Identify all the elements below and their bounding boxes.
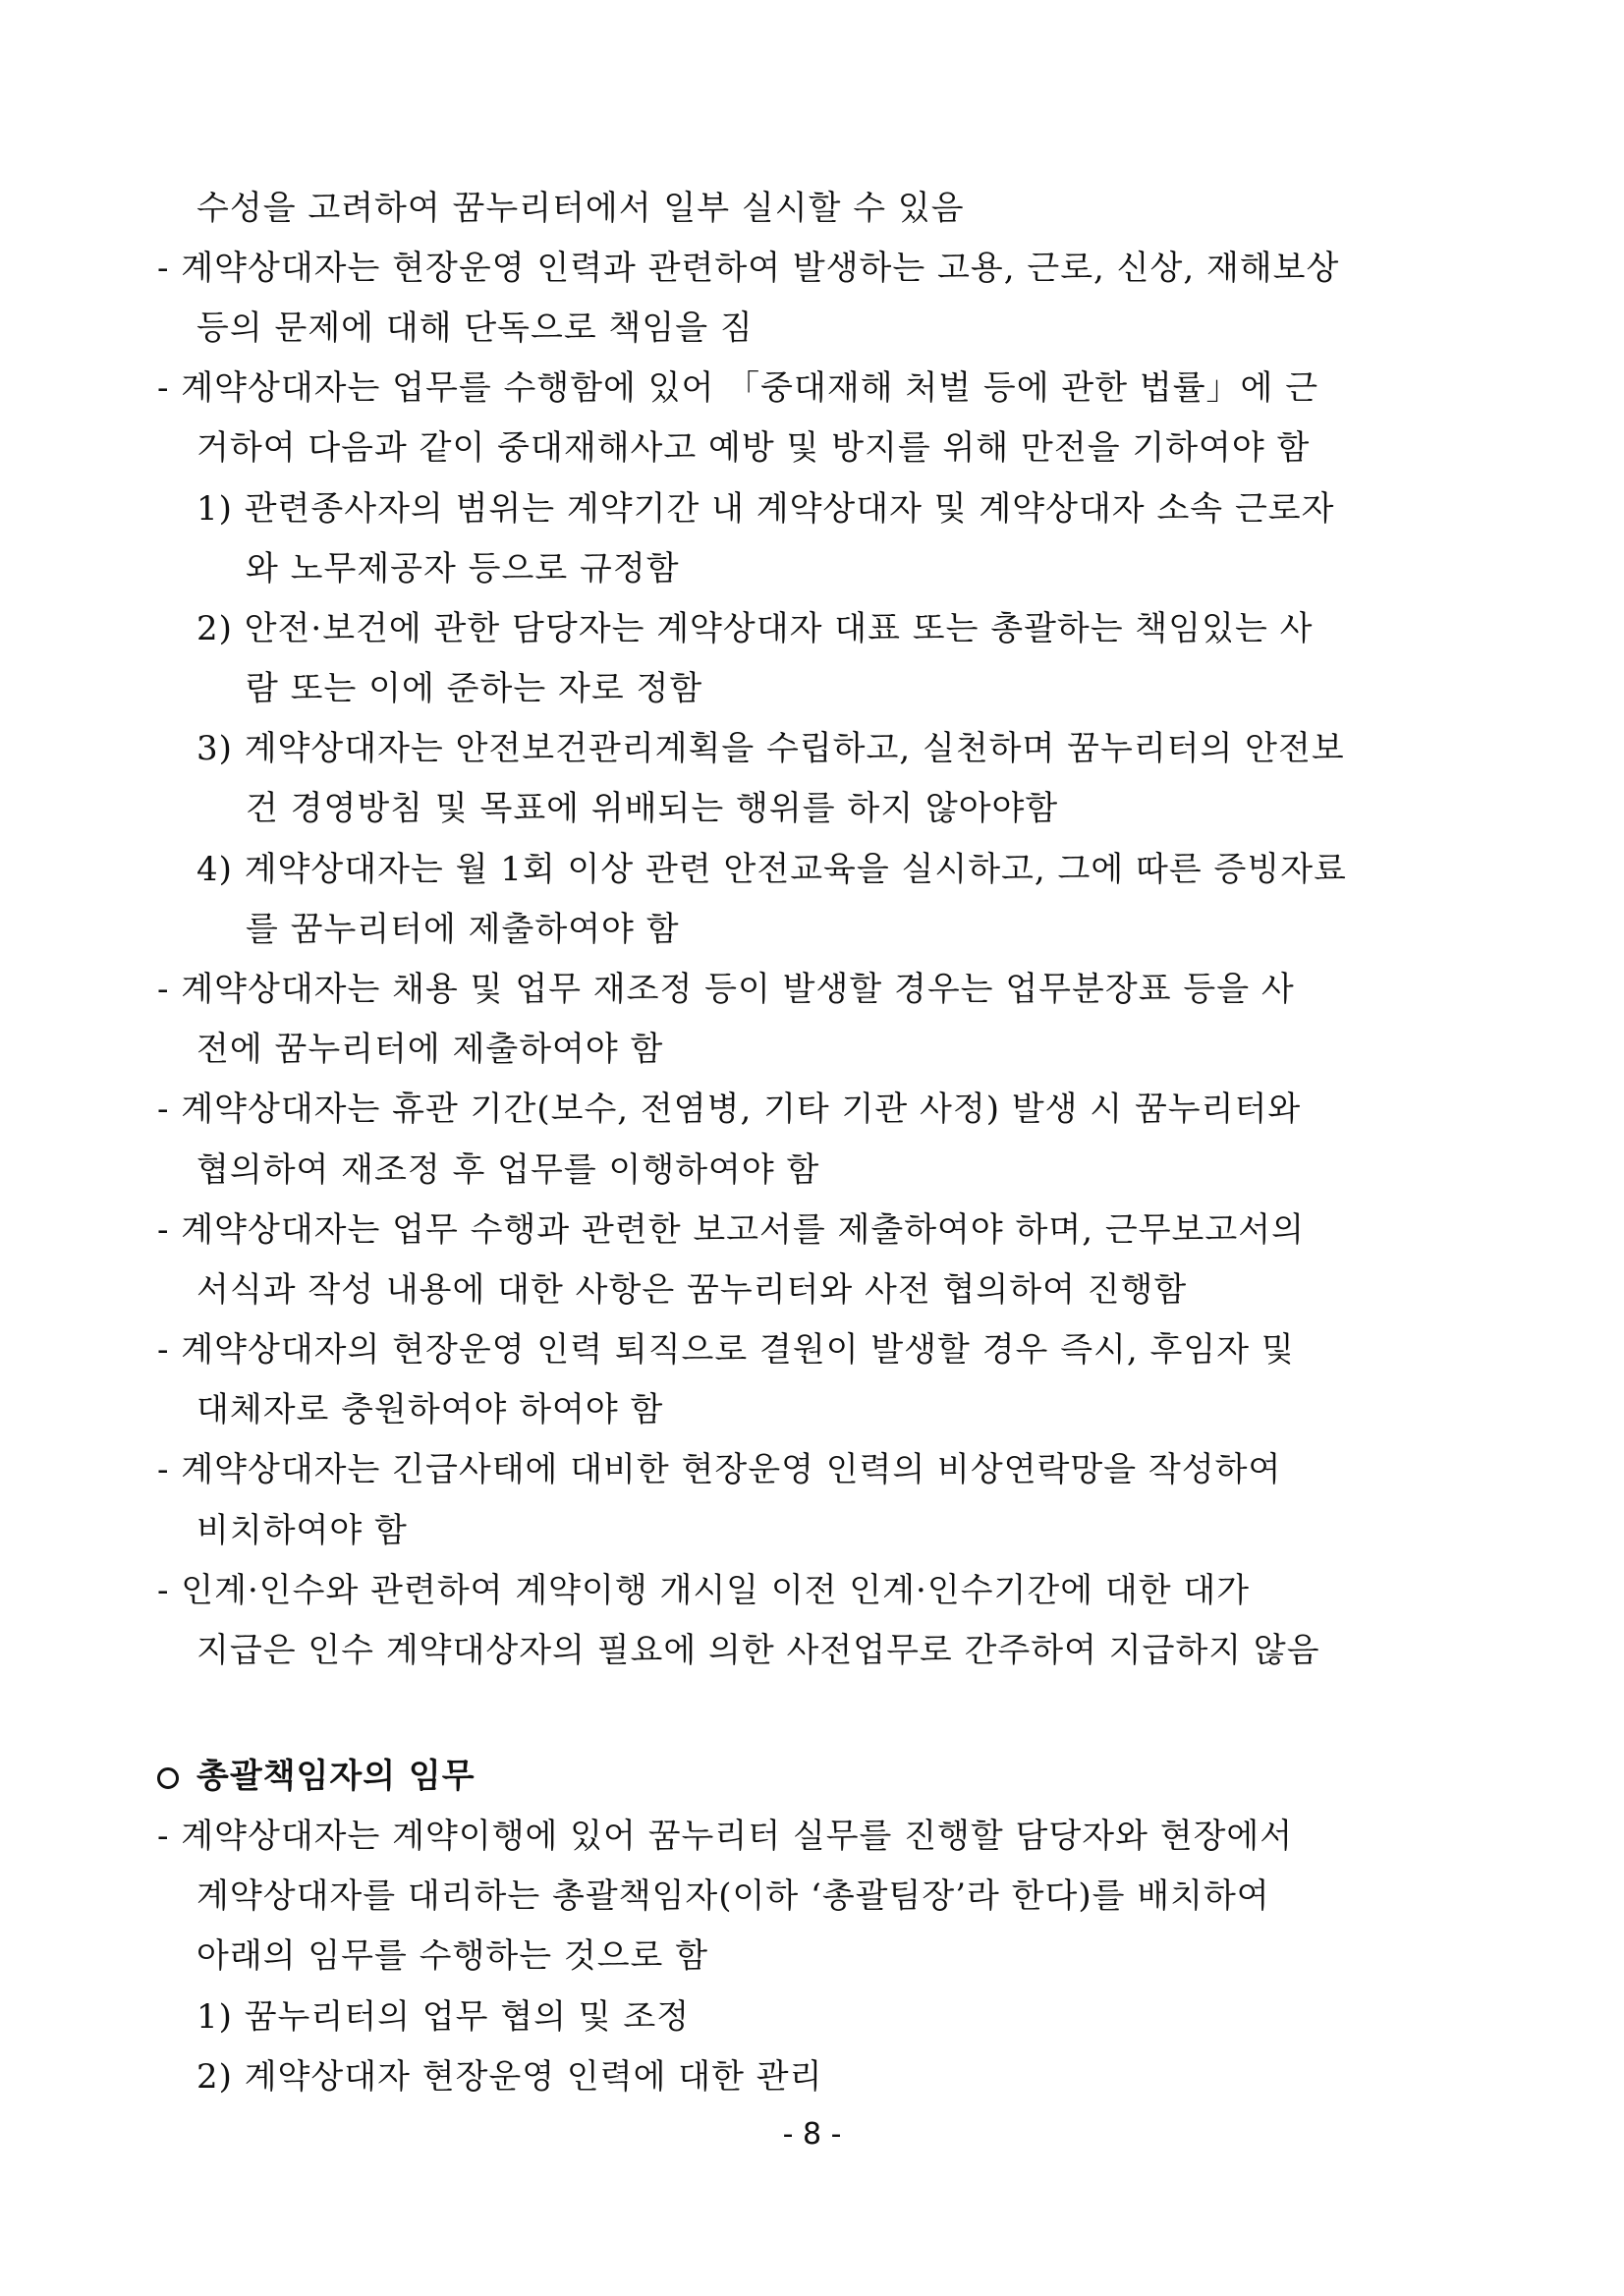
text-line: - 계약상대자는 계약이행에 있어 꿈누리터 실무를 진행할 담당자와 현장에서 — [157, 1817, 1294, 1856]
text-line: 1) 꿈누리터의 업무 협의 및 조정 — [196, 1997, 691, 2037]
text-line: 를 꿈누리터에 제출하여야 함 — [246, 910, 680, 949]
section-title: 총괄책임자의 임무 — [196, 1757, 476, 1796]
text-line: 아래의 임무를 수행하는 것으로 함 — [196, 1936, 709, 1976]
text-line: 2) 계약상대자 현장운영 인력에 대한 관리 — [196, 2057, 823, 2097]
text-line: - 계약상대자는 현장운영 인력과 관련하여 발생하는 고용, 근로, 신상, 재해보상 — [157, 249, 1340, 288]
text-line: 건 경영방침 및 목표에 위배되는 행위를 하지 않아야함 — [246, 789, 1059, 828]
text-line: 1) 관련종사자의 범위는 계약기간 내 계약상대자 및 계약상대자 소속 근로자 — [196, 489, 1335, 529]
text-line: - 계약상대자는 휴관 기간(보수, 전염병, 기타 기관 사정) 발생 시 꿈누리터와 — [157, 1090, 1302, 1129]
text-line: - 계약상대자는 업무를 수행함에 있어 「중대재해 처벌 등에 관한 법률」에 근 — [157, 368, 1319, 408]
text-line: 전에 꿈누리터에 제출하여야 함 — [196, 1030, 664, 1069]
text-line: - 계약상대자는 긴급사태에 대비한 현장운영 인력의 비상연락망을 작성하여 — [157, 1450, 1282, 1489]
text-line: 서식과 작성 내용에 대한 사항은 꿈누리터와 사전 협의하여 진행함 — [196, 1270, 1188, 1310]
text-line: 거하여 다음과 같이 중대재해사고 예방 및 방지를 위해 만전을 기하여야 함 — [196, 428, 1311, 468]
text-line: 람 또는 이에 준하는 자로 정함 — [246, 669, 703, 708]
text-line: - 계약상대자는 채용 및 업무 재조정 등이 발생할 경우는 업무분장표 등을 사 — [157, 970, 1295, 1009]
text-line: - 인계·인수와 관련하여 계약이행 개시일 이전 인계·인수기간에 대한 대가 — [157, 1571, 1251, 1610]
text-line: 계약상대자를 대리하는 총괄책임자(이하 ‘총괄팀장’라 한다)를 배치하여 — [196, 1876, 1270, 1916]
circle-bullet-icon — [157, 1767, 179, 1789]
section-heading — [157, 1757, 476, 1796]
text-line: 비치하여야 함 — [196, 1511, 408, 1550]
text-line: 대체자로 충원하여야 하여야 함 — [196, 1390, 664, 1429]
text-line: 협의하여 재조정 후 업무를 이행하여야 함 — [196, 1150, 820, 1190]
text-line: 지급은 인수 계약대상자의 필요에 의한 사전업무로 간주하여 지급하지 않음 — [196, 1631, 1320, 1670]
text-line: 2) 안전·보건에 관한 담당자는 계약상대자 대표 또는 총괄하는 책임있는 사 — [196, 609, 1314, 648]
text-line: 와 노무제공자 등으로 규정함 — [246, 549, 680, 588]
text-line: 4) 계약상대자는 월 1회 이상 관련 안전교육을 실시하고, 그에 따른 증빙자료 — [196, 850, 1347, 889]
text-line: 등의 문제에 대해 단독으로 책임을 짐 — [196, 308, 754, 348]
text-line: - 계약상대자의 현장운영 인력 퇴직으로 결원이 발생할 경우 즉시, 후임자 및 — [157, 1330, 1295, 1370]
text-line: - 계약상대자는 업무 수행과 관련한 보고서를 제출하여야 하며, 근무보고서의 — [157, 1210, 1305, 1250]
page-number: - 8 - — [782, 2117, 842, 2152]
text-line: 3) 계약상대자는 안전보건관리계획을 수립하고, 실천하며 꿈누리터의 안전보 — [196, 729, 1345, 768]
text-line: 수성을 고려하여 꿈누리터에서 일부 실시할 수 있음 — [196, 189, 965, 228]
